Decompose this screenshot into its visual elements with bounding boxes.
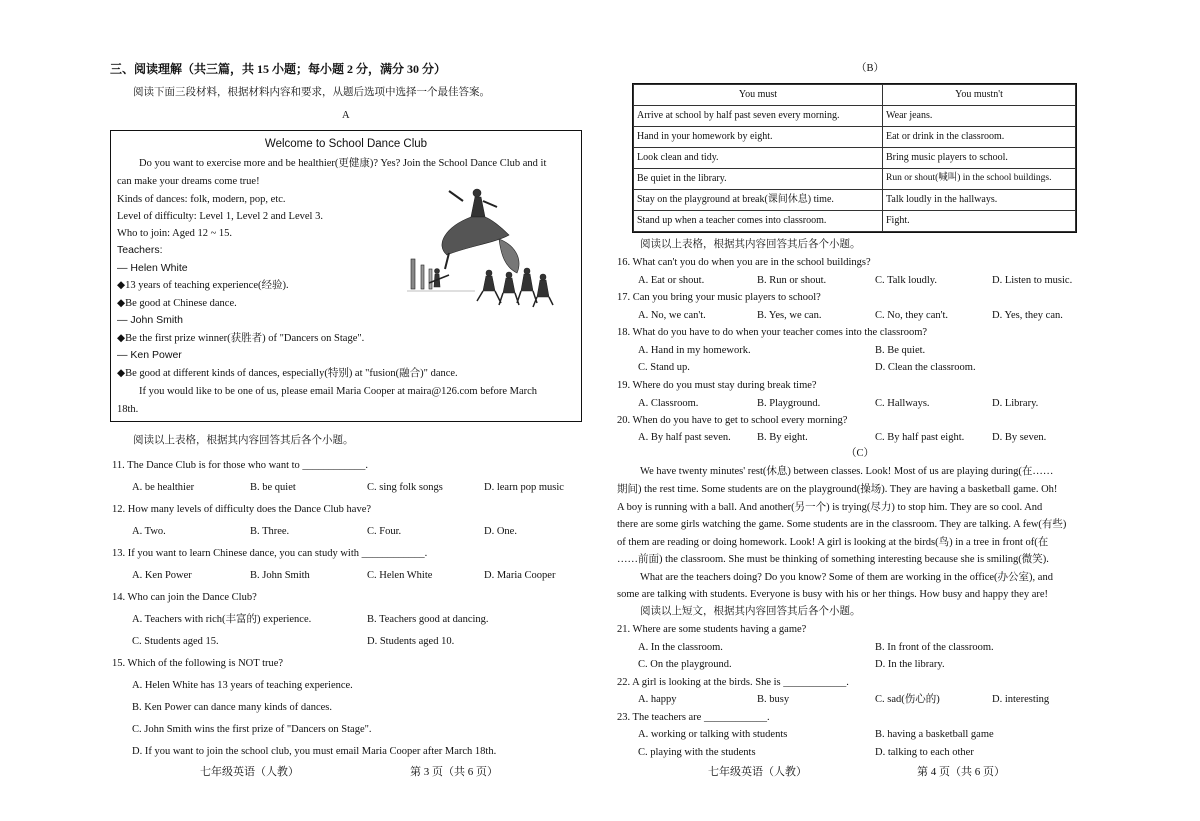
- q13-option-d[interactable]: D. Maria Cooper: [484, 570, 556, 581]
- right-footer-subject: 七年级英语（人教）: [708, 766, 807, 778]
- q14-option-a[interactable]: A. Teachers with rich(丰富的) experience.: [132, 614, 312, 625]
- question-15: 15. Which of the following is NOT true?: [112, 658, 284, 669]
- must-cell: Stay on the playground at break(课间休息) time.: [634, 190, 883, 211]
- passage-c-label: （C）: [846, 448, 875, 459]
- notice-who: Who to join: Aged 12 ~ 15.: [117, 228, 233, 239]
- q16-option-d[interactable]: D. Listen to music.: [992, 275, 1073, 286]
- teacher-ken-name: — Ken Power: [117, 349, 182, 361]
- header-you-must: You must: [634, 85, 883, 106]
- q19-option-d[interactable]: D. Library.: [992, 398, 1039, 409]
- must-cell: Look clean and tidy.: [634, 148, 883, 169]
- q15-option-d[interactable]: D. If you want to join the school club, you must email Maria Cooper after March 18th.: [132, 746, 497, 757]
- table-row: [634, 211, 1076, 232]
- teacher-helen-detail-1: ◆13 years of teaching experience(经验).: [117, 280, 289, 291]
- q20-option-b[interactable]: B. By eight.: [757, 432, 808, 443]
- passage-c-line: some are talking with students. Everyone is busy with his or her things. How busy and happy they are!: [617, 589, 1049, 600]
- right-footer-page: 第 4 页（共 6 页）: [917, 766, 1005, 778]
- left-footer-subject: 七年级英语（人教）: [200, 766, 299, 778]
- q17-option-c[interactable]: C. No, they can't.: [875, 310, 949, 321]
- q11-option-c[interactable]: C. sing folk songs: [367, 482, 443, 493]
- q17-option-d[interactable]: D. Yes, they can.: [992, 310, 1063, 321]
- q17-option-b[interactable]: B. Yes, we can.: [757, 310, 822, 321]
- q15-option-a[interactable]: A. Helen White has 13 years of teaching experience.: [132, 680, 353, 691]
- question-16: 16. What can't you do when you are in the school buildings?: [617, 257, 871, 268]
- mustnt-cell: Fight.: [883, 211, 1076, 232]
- q23-option-b[interactable]: B. having a basketball game: [875, 729, 994, 740]
- rules-table-header-row: [634, 85, 1076, 106]
- q14-option-b[interactable]: B. Teachers good at dancing.: [367, 614, 489, 625]
- q22-option-a[interactable]: A. happy: [638, 694, 677, 705]
- q21-option-a[interactable]: A. In the classroom.: [638, 642, 723, 653]
- notice-intro-line1: Do you want to exercise more and be healthier(更健康)? Yes? Join the School Dance Club and it: [139, 158, 547, 169]
- header-you-mustnt: You mustn't: [883, 85, 1076, 106]
- q16-option-b[interactable]: B. Run or shout.: [757, 275, 827, 286]
- passage-c-line: of them are reading or doing homework. Look! A girl is looking at the birds(鸟) in a tree in front of(在: [617, 537, 1049, 548]
- q15-option-c[interactable]: C. John Smith wins the first prize of "Dancers on Stage".: [132, 724, 372, 735]
- must-cell: Hand in your homework by eight.: [634, 127, 883, 148]
- q19-option-b[interactable]: B. Playground.: [757, 398, 821, 409]
- teacher-john-name: — John Smith: [117, 314, 183, 326]
- table-row: [634, 106, 1076, 127]
- question-17: 17. Can you bring your music players to school?: [617, 292, 821, 303]
- q11-option-b[interactable]: B. be quiet: [250, 482, 296, 493]
- passage-c-line: 期间) the rest time. Some students are on the playground(操场). They are having a basketball game. Oh!: [617, 484, 1058, 495]
- notice-closing-line1: If you would like to be one of us, please email Maria Cooper at maira@126.com before March: [139, 386, 538, 397]
- rules-table: [633, 84, 1076, 232]
- q12-option-d[interactable]: D. One.: [484, 526, 517, 537]
- q21-option-d[interactable]: D. In the library.: [875, 659, 945, 670]
- q20-option-a[interactable]: A. By half past seven.: [638, 432, 731, 443]
- notice-intro-line2: can make your dreams come true!: [117, 176, 260, 187]
- question-11: 11. The Dance Club is for those who want to ____________.: [112, 460, 369, 471]
- section-instruction: 阅读下面三段材料，根据材料内容和要求，从题后选项中选择一个最佳答案。: [133, 87, 490, 98]
- right-instruction-b: 阅读以上表格，根据其内容回答其后各个小题。: [640, 239, 861, 250]
- q18-option-c[interactable]: C. Stand up.: [638, 362, 690, 373]
- must-cell: Arrive at school by half past seven every morning.: [634, 106, 883, 127]
- teacher-ken-detail: ◆Be good at different kinds of dances, especially(特别) at "fusion(融合)" dance.: [117, 368, 458, 379]
- q15-option-b[interactable]: B. Ken Power can dance many kinds of dances.: [132, 702, 333, 713]
- q13-option-c[interactable]: C. Helen White: [367, 570, 433, 581]
- q20-option-c[interactable]: C. By half past eight.: [875, 432, 965, 443]
- q18-option-d[interactable]: D. Clean the classroom.: [875, 362, 976, 373]
- notice-kinds: Kinds of dances: folk, modern, pop, etc.: [117, 194, 286, 205]
- q22-option-b[interactable]: B. busy: [757, 694, 790, 705]
- table-row: [634, 169, 1076, 190]
- q18-option-a[interactable]: A. Hand in my homework.: [638, 345, 751, 356]
- q21-option-c[interactable]: C. On the playground.: [638, 659, 732, 670]
- q18-option-b[interactable]: B. Be quiet.: [875, 345, 926, 356]
- mustnt-cell: Run or shout(喊叫) in the school buildings.: [883, 169, 1076, 190]
- left-instruction-2: 阅读以上表格，根据其内容回答其后各个小题。: [133, 435, 354, 446]
- q11-option-d[interactable]: D. learn pop music: [484, 482, 564, 493]
- q19-option-a[interactable]: A. Classroom.: [638, 398, 699, 409]
- q11-option-a[interactable]: A. be healthier: [132, 482, 195, 493]
- q21-option-b[interactable]: B. In front of the classroom.: [875, 642, 994, 653]
- question-21: 21. Where are some students having a game?: [617, 624, 807, 635]
- question-20: 20. When do you have to get to school every morning?: [617, 415, 848, 426]
- notice-closing-line2: 18th.: [117, 404, 139, 415]
- passage-c-line: there are some girls watching the game. Some students are in the classroom. They are talking. A few(有些): [617, 519, 1067, 530]
- q13-option-b[interactable]: B. John Smith: [250, 570, 310, 581]
- q23-option-a[interactable]: A. working or talking with students: [638, 729, 788, 740]
- mustnt-cell: Eat or drink in the classroom.: [883, 127, 1076, 148]
- question-13: 13. If you want to learn Chinese dance, you can study with ____________.: [112, 548, 428, 559]
- question-14: 14. Who can join the Dance Club?: [112, 592, 257, 603]
- q20-option-d[interactable]: D. By seven.: [992, 432, 1047, 443]
- dance-club-notice: [110, 130, 582, 422]
- passage-c-line: A boy is running with a ball. And another(另一个) is trying(尽力) to stop him. They are so cool. And: [617, 502, 1043, 513]
- passage-c-line: ……前面) the classroom. She must be thinking of something interesting because she is smiling(微笑).: [617, 554, 1049, 565]
- q16-option-c[interactable]: C. Talk loudly.: [875, 275, 937, 286]
- passage-c-line: We have twenty minutes' rest(休息) between classes. Look! Most of us are playing during(在……: [640, 466, 1054, 477]
- q17-option-a[interactable]: A. No, we can't.: [638, 310, 706, 321]
- question-19: 19. Where do you must stay during break time?: [617, 380, 817, 391]
- teacher-helen-detail-2: ◆Be good at Chinese dance.: [117, 298, 237, 309]
- notice-level: Level of difficulty: Level 1, Level 2 and Level 3.: [117, 211, 323, 222]
- q16-option-a[interactable]: A. Eat or shout.: [638, 275, 705, 286]
- question-23: 23. The teachers are ____________.: [617, 712, 770, 723]
- question-12: 12. How many levels of difficulty does the Dance Club have?: [112, 504, 372, 515]
- table-row: [634, 127, 1076, 148]
- q22-option-d[interactable]: D. interesting: [992, 694, 1050, 705]
- q22-option-c[interactable]: C. sad(伤心的): [875, 694, 940, 705]
- must-cell: Be quiet in the library.: [634, 169, 883, 190]
- teacher-john-detail: ◆Be the first prize winner(获胜者) of "Dancers on Stage".: [117, 333, 365, 344]
- q12-option-b[interactable]: B. Three.: [250, 526, 290, 537]
- q12-option-c[interactable]: C. Four.: [367, 526, 402, 537]
- q12-option-a[interactable]: A. Two.: [132, 526, 166, 537]
- question-18: 18. What do you have to do when your teacher comes into the classroom?: [617, 327, 928, 338]
- notice-title: Welcome to School Dance Club: [264, 138, 428, 150]
- right-instruction-c: 阅读以上短文，根据其内容回答其后各个小题。: [640, 606, 861, 617]
- passage-c-line: What are the teachers doing? Do you know? Some of them are working in the office(办公室), and: [640, 572, 1053, 583]
- q23-option-d[interactable]: D. talking to each other: [875, 747, 974, 758]
- q13-option-a[interactable]: A. Ken Power: [132, 570, 192, 581]
- passage-a-label: A: [342, 110, 350, 121]
- q19-option-c[interactable]: C. Hallways.: [875, 398, 930, 409]
- table-row: [634, 148, 1076, 169]
- section-title: 三、阅读理解（共三篇，共 15 小题；每小题 2 分，满分 30 分）: [110, 62, 447, 76]
- mustnt-cell: Talk loudly in the hallways.: [883, 190, 1076, 211]
- q23-option-c[interactable]: C. playing with the students: [638, 747, 756, 758]
- q14-option-d[interactable]: D. Students aged 10.: [367, 636, 455, 647]
- passage-b-label: （B）: [856, 63, 885, 74]
- table-row: [634, 190, 1076, 211]
- q14-option-c[interactable]: C. Students aged 15.: [132, 636, 219, 647]
- mustnt-cell: Wear jeans.: [883, 106, 1076, 127]
- teacher-helen-name: — Helen White: [117, 262, 188, 274]
- left-footer-page: 第 3 页（共 6 页）: [410, 766, 498, 778]
- notice-teachers-label: Teachers:: [117, 244, 163, 256]
- dancers-illustration: [405, 187, 555, 309]
- must-cell: Stand up when a teacher comes into classroom.: [634, 211, 883, 232]
- question-22: 22. A girl is looking at the birds. She is ____________.: [617, 677, 849, 688]
- mustnt-cell: Bring music players to school.: [883, 148, 1076, 169]
